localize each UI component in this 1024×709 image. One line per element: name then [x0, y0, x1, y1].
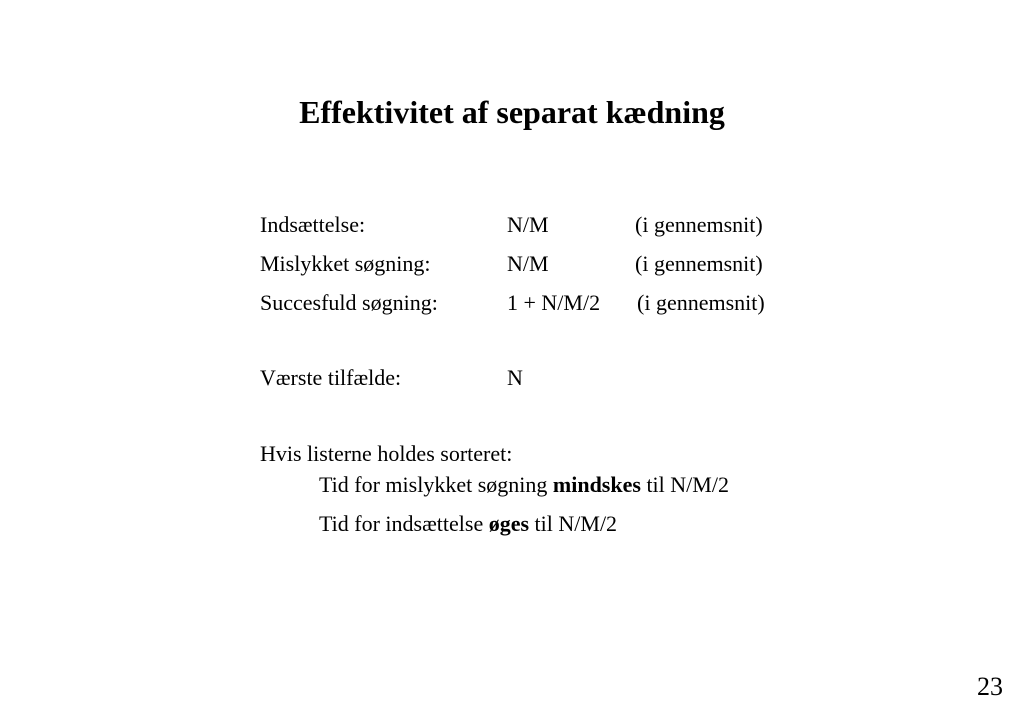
row-note: (i gennemsnit)	[637, 290, 765, 315]
sorted-item-unsuccessful-search	[319, 471, 729, 499]
sorted-item-suffix: til N/M/2	[529, 511, 618, 536]
sorted-item-suffix: til N/M/2	[640, 472, 729, 497]
row-value: N/M	[507, 212, 549, 237]
row-label: Succesfuld søgning:	[260, 290, 438, 315]
row-note: (i gennemsnit)	[635, 251, 763, 276]
sorted-item-emphasis: øges	[488, 511, 530, 536]
row-note: (i gennemsnit)	[635, 212, 763, 237]
sorted-item-insertion	[319, 510, 617, 538]
row-value: 1 + N/M/2	[507, 290, 601, 315]
row-label: Værste tilfælde:	[260, 365, 402, 390]
slide-title: Effektivitet af separat kædning	[299, 94, 725, 130]
sorted-item-prefix: Tid for indsættelse	[319, 511, 489, 536]
sorted-lists-header: Hvis listerne holdes sorteret:	[260, 441, 513, 466]
row-label: Indsættelse:	[260, 212, 366, 237]
row-value: N	[507, 365, 523, 390]
page-number: 23	[977, 672, 1003, 701]
row-label: Mislykket søgning:	[260, 251, 431, 276]
sorted-item-prefix: Tid for mislykket søgning	[319, 472, 553, 497]
row-value: N/M	[507, 251, 549, 276]
sorted-item-emphasis: mindskes	[552, 472, 641, 497]
